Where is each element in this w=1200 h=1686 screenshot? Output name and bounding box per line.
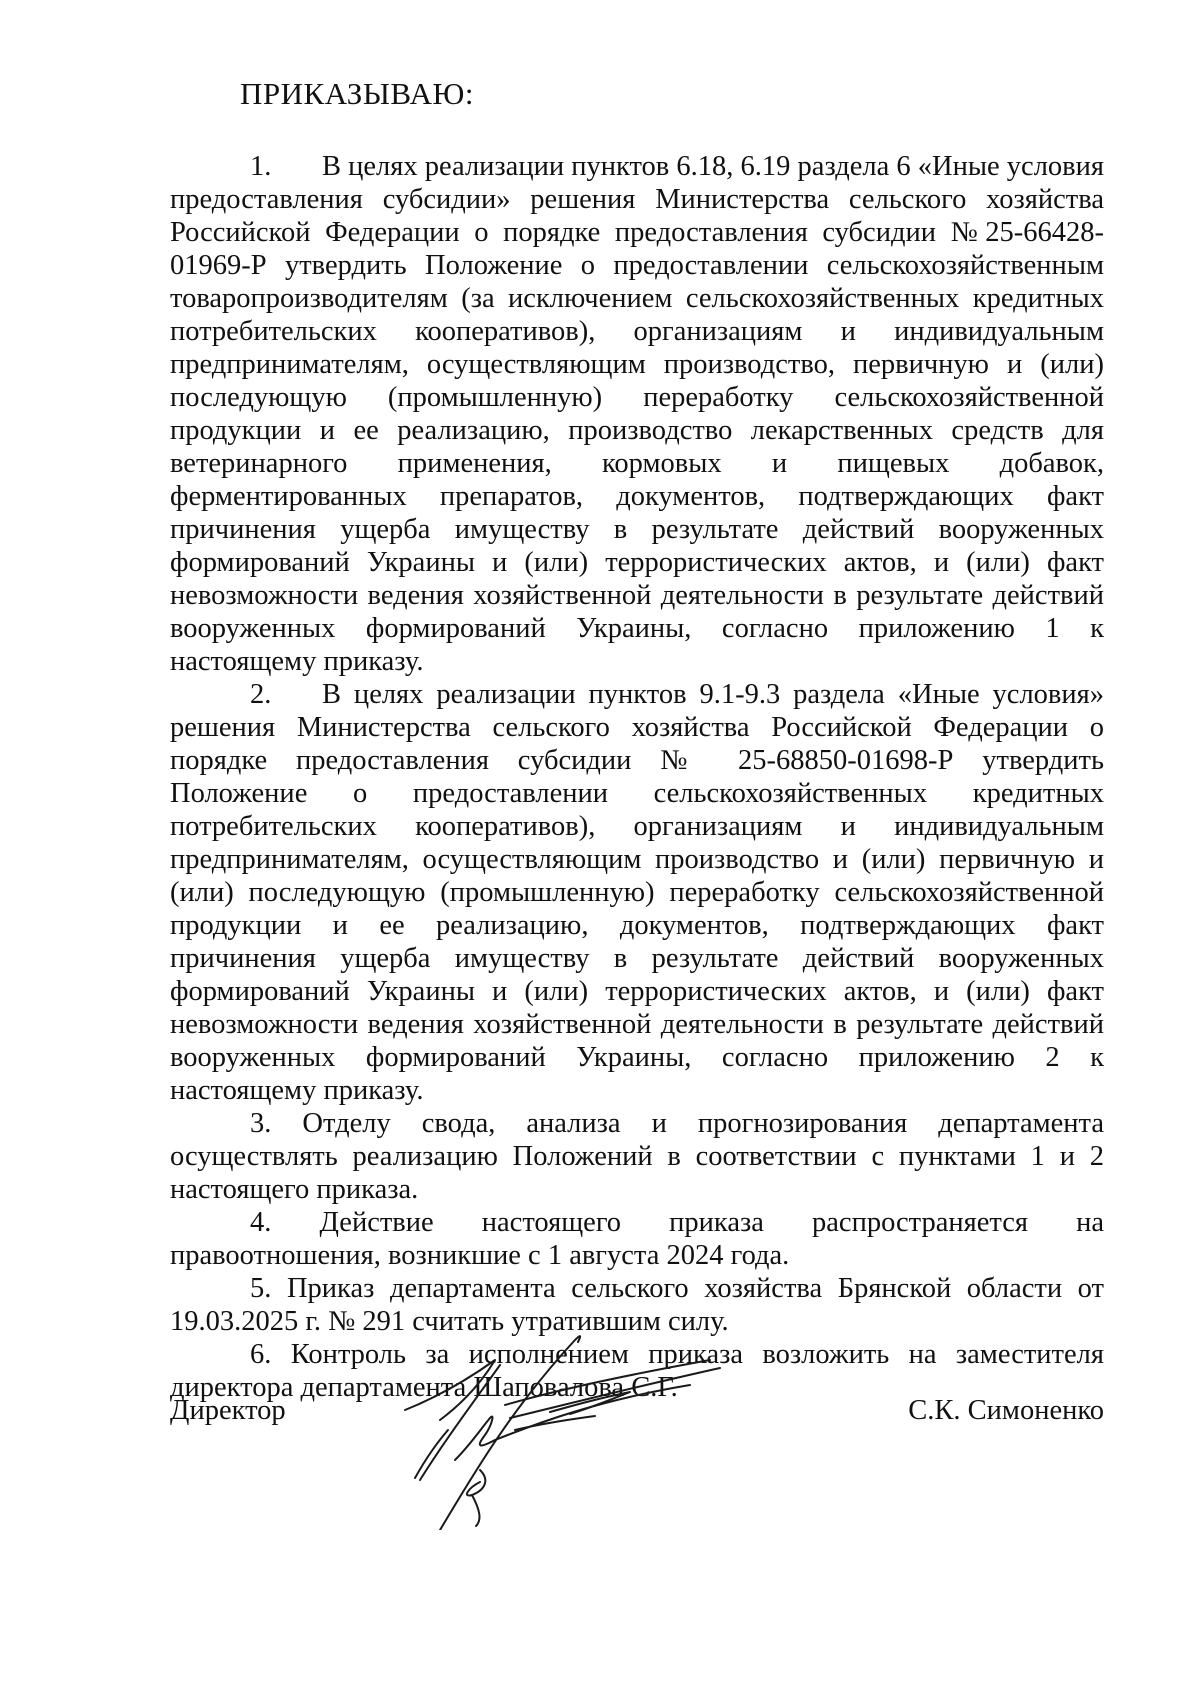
item-text: В целях реализации пунктов 9.1-9.3 раздела «Иные условия» решения Министерства сельского хозяйства Российской Федерации о порядке предоставления субсидии № 25-68850-01698-Р утвердить Положение о предоставлении сельскохозяйственных кредитных потребительских кооперативов), организациям и индивидуальным предпринимателям, осуществляющим производство и (или) первичную и (или) последующую (промышленную) переработку сельскохозяйственной продукции и ее реализацию, документов, подтверждающих факт причинения ущерба имуществу в результате действий вооруженных формирований Украины и (или) террористических актов, и (или) факт невозможности ведения хозяйственной деятельности в результате действий вооруженных формирований Украины, согласно приложению 2 к настоящему приказу. — [170, 679, 1104, 1106]
order-item-4 — [170, 1206, 1104, 1272]
order-body — [170, 150, 1104, 1404]
handwritten-signature — [400, 1330, 760, 1530]
item-text: 3. Отделу свода, анализа и прогнозирования департамента осуществлять реализацию Положений в соответствии с пунктами 1 и 2 настоящего приказа. — [170, 1108, 1104, 1205]
order-item-5 — [170, 1272, 1104, 1338]
item-text: В целях реализации пунктов 6.18, 6.19 раздела 6 «Иные условия предоставления субсидии» решения Министерства сельского хозяйства Российской Федерации о порядке предоставления субсидии №25-66428-01969-Р утвердить Положение о предоставлении сельскохозяйственным товаропроизводителям (за исключением сельскохозяйственных кредитных потребительских кооперативов), организациям и индивидуальным предпринимателям, осуществляющим производство, первичную и (или) последующую (промышленную) переработку сельскохозяйственной продукции и ее реализацию, производство лекарственных средств для ветеринарного применения, кормовых и пищевых добавок, ферментированных препаратов, документов, подтверждающих факт причинения ущерба имуществу в результате действий вооруженных формирований Украины и (или) террористических актов, и (или) факт невозможности ведения хозяйственной деятельности в результате действий вооруженных формирований Украины, согласно приложению 1 к настоящему приказу. — [170, 151, 1104, 677]
item-number: 2. — [250, 679, 272, 710]
signatory-position: Директор — [170, 1395, 286, 1426]
item-text: 5. Приказ департамента сельского хозяйства Брянской области от 19.03.2025 г. № 291 считать утратившим силу. — [170, 1273, 1104, 1337]
item-number: 1. — [250, 151, 272, 182]
order-item-2 — [170, 678, 1104, 1107]
order-item-1 — [170, 150, 1104, 678]
item-text: 6. Контроль за исполнением приказа возложить на заместителя директора департамента Шаповалова С.Г. — [170, 1339, 1104, 1403]
order-heading: ПРИКАЗЫВАЮ: — [240, 76, 474, 111]
order-item-3 — [170, 1107, 1104, 1206]
item-text: 4. Действие настоящего приказа распространяется на правоотношения, возникшие с 1 августа 2024 года. — [170, 1207, 1104, 1271]
signatory-name: С.К. Симоненко — [908, 1395, 1104, 1426]
